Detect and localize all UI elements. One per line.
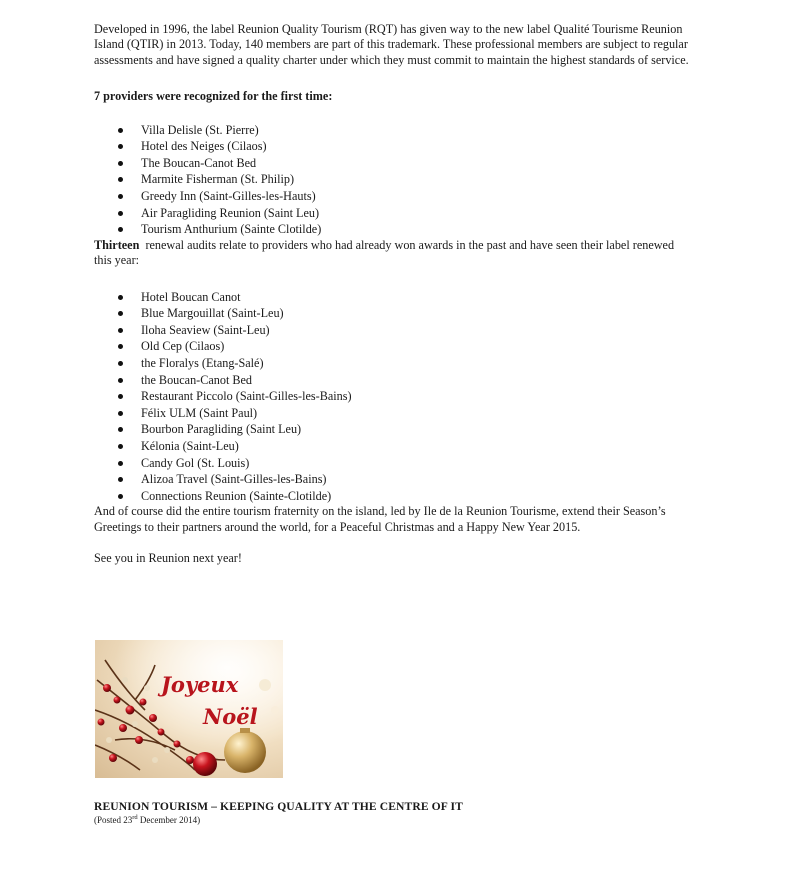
list-item: Candy Gol (St. Louis) xyxy=(94,455,694,472)
next-article-date: (Posted 23rd December 2014) xyxy=(94,814,201,825)
greeting-line-1: Joyeux xyxy=(161,672,239,697)
closing-paragraph: And of course did the entire tourism fraternity on the island, led by Ile de la Reunion Tourisme, extend their Season’s Greetings to their partners around the world, for a Peaceful Christmas and a Happy New Year 2015. xyxy=(94,504,666,534)
gold-ornament xyxy=(224,731,266,773)
list-item: The Boucan-Canot Bed xyxy=(94,155,694,172)
list-item: Connections Reunion (Sainte-Clotilde) xyxy=(94,488,694,505)
bokeh-light xyxy=(271,706,279,714)
list-item: Alizoa Travel (Saint-Gilles-les-Bains) xyxy=(94,471,694,488)
list-item: Marmite Fisherman (St. Philip) xyxy=(94,171,694,188)
next-article-title: REUNION TOURISM – KEEPING QUALITY AT THE CENTRE OF IT xyxy=(94,800,463,813)
new-providers-list xyxy=(94,122,694,238)
new-providers-heading: 7 providers were recognized for the first time: xyxy=(94,89,333,104)
greeting-line-2: Noël xyxy=(203,704,258,729)
list-item: Félix ULM (Saint Paul) xyxy=(94,405,694,422)
list-item: Tourism Anthurium (Sainte Clotilde) xyxy=(94,221,694,238)
list-item: Blue Margouillat (Saint-Leu) xyxy=(94,305,694,322)
list-item: Iloha Seaview (Saint-Leu) xyxy=(94,322,694,339)
renewal-text: renewal audits relate to providers who had already won awards in the past and have seen their label renewed this year: xyxy=(94,237,675,268)
list-item: Hotel des Neiges (Cilaos) xyxy=(94,138,694,155)
list-item: Bourbon Paragliding (Saint Leu) xyxy=(94,421,694,438)
list-item: Old Cep (Cilaos) xyxy=(94,338,694,355)
renewal-lead: Thirteen xyxy=(94,237,140,252)
list-item: Villa Delisle (St. Pierre) xyxy=(94,122,694,139)
red-ornament xyxy=(193,752,217,776)
list-item: Kélonia (Saint-Leu) xyxy=(94,438,694,455)
christmas-greeting-image xyxy=(95,640,283,778)
renewal-paragraph xyxy=(94,238,694,269)
renewed-providers-list xyxy=(94,289,694,505)
list-item: the Boucan-Canot Bed xyxy=(94,372,694,389)
list-item: Restaurant Piccolo (Saint-Gilles-les-Bains) xyxy=(94,388,694,405)
list-item: Greedy Inn (Saint-Gilles-les-Hauts) xyxy=(94,188,694,205)
list-item: Air Paragliding Reunion (Saint Leu) xyxy=(94,205,694,222)
bokeh-light xyxy=(259,679,271,691)
intro-paragraph: Developed in 1996, the label Reunion Quality Tourism (RQT) has given way to the new label Qualité Tourisme Reunion Island (QTIR) in 2013. Today, 140 members are part of this trademark. These professional members are subject to regular assessments and have signed a quality charter under which they must commit to maintain the highest standards of service. xyxy=(94,22,689,67)
christmas-illustration xyxy=(95,640,283,778)
list-item: Hotel Boucan Canot xyxy=(94,289,694,306)
article-body xyxy=(94,22,694,583)
see-you-text: See you in Reunion next year! xyxy=(94,551,242,566)
list-item: the Floralys (Etang-Salé) xyxy=(94,355,694,372)
